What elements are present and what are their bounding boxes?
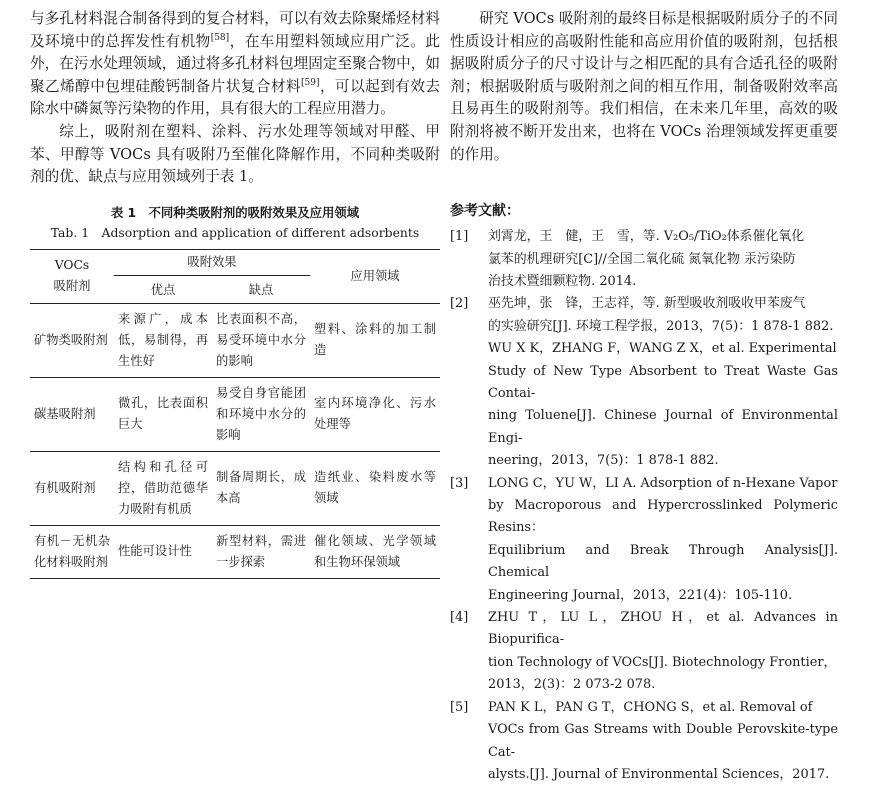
cell-cons: 易受自身官能团和环境中水分的影响 xyxy=(216,385,306,442)
header-effect: 吸附效果 xyxy=(114,249,310,275)
reference-item xyxy=(450,697,838,786)
reference-line: by Macroporous and Hypercrosslinked Polymeric Resins： xyxy=(488,498,838,536)
table-row xyxy=(30,451,440,525)
citation-59[interactable]: [59] xyxy=(301,77,320,88)
para-text: 与多孔材料混合制备得到的复合材料，可以有效去除聚烯烃材料及环境中的总挥发性有机物 xyxy=(30,10,440,50)
conclusion-paragraph: 研究 VOCs 吸附剂的最终目标是根据吸附质分子的不同性质设计相应的高吸附性能和高应用价值的吸附剂，包括根据吸附质分子的尺寸设计与之相匹配的具有合适孔径的吸附剂；根据吸附质与吸附剂之间的相互作用，制备吸附效率高且易再生的吸附剂等。我们相信，在未来几年里，高效的吸附剂将被不断开发出来，也将在 VOCs 治理领域发挥更重要的作用。 xyxy=(450,10,838,163)
reference-line: 的实验研究[J]. 环境工程学报，2013，7(5)：1 878-1 882. xyxy=(488,318,834,334)
reference-line: tion Technology of VOCs[J]. Biotechnology Frontier， xyxy=(488,654,837,670)
references-title: 参考文献： xyxy=(450,203,520,220)
citation-58[interactable]: [58] xyxy=(210,32,230,43)
table-row xyxy=(30,303,440,377)
cell-pros: 微孔，比表面积巨大 xyxy=(118,396,208,432)
reference-line: 2013，2(3)：2 073-2 078. xyxy=(488,677,656,693)
reference-line: ning Toluene[J]. Chinese Journal of Environmental Engi- xyxy=(488,408,838,446)
reference-line: 刘霄龙，王 健，王 雪，等. V₂O₅/TiO₂体系催化氧化 xyxy=(488,229,805,245)
cell-cons: 制备周期长，成本高 xyxy=(216,470,306,506)
reference-line: Study of New Type Absorbent to Treat Waste Gas Contai- xyxy=(488,363,838,401)
reference-line: Equilibrium and Break Through Analysis[J]. Chemical xyxy=(488,542,838,581)
references-list xyxy=(450,226,838,786)
cell-cons: 新型材料，需进一步探索 xyxy=(216,533,306,569)
reference-item xyxy=(450,473,838,607)
cell-pros: 性能可设计性 xyxy=(118,544,192,559)
cell-field: 催化领域、光学领域和生物环保领域 xyxy=(314,533,436,569)
adsorbent-table xyxy=(30,249,440,579)
body-paragraph-2: 综上，吸附剂在塑料、涂料、污水处理等领域对甲醛、甲苯、甲醇等 VOCs 具有吸附乃至催化降解作用，不同种类吸附剂的优、缺点与应用领域列于表 1。 xyxy=(30,122,440,186)
right-column xyxy=(450,8,838,786)
reference-item xyxy=(450,293,838,472)
reference-number: [1] xyxy=(450,229,469,245)
cell-field: 造纸业、染料废水等领域 xyxy=(314,470,436,506)
table-row xyxy=(30,525,440,578)
cell-pros: 来源广，成本低，易制得，再生性好 xyxy=(118,311,208,368)
table-row xyxy=(30,377,440,451)
reference-number: [2] xyxy=(450,296,469,312)
header-cons: 缺点 xyxy=(248,282,274,297)
cell-type: 矿物类吸附剂 xyxy=(34,332,108,347)
table-caption-en: Tab. 1 Adsorption and application of different adsorbents xyxy=(50,224,420,240)
reference-item xyxy=(450,607,838,697)
cell-type: 有机－无机杂化材料吸附剂 xyxy=(34,533,110,569)
body-paragraph-1 xyxy=(30,8,440,121)
reference-line: WU X K，ZHANG F，WANG Z X，et al. Experimental xyxy=(488,341,837,357)
reference-line: Engineering Journal，2013，221(4)：105-110. xyxy=(488,587,793,603)
reference-number: [3] xyxy=(450,475,469,491)
para-text: ，在车用塑料领域应用广泛。此外，在污水处理领域，通过将多孔材料包埋固定至聚合物中，如聚乙烯醇中包埋硅酸钙制备片状复合材料 xyxy=(30,32,440,95)
para-text: ，可以起到有效去除水中磷氮等污染物的作用，具有很大的工程应用潜力。 xyxy=(30,77,440,118)
reference-line: 氯苯的机理研究[C]//全国二氧化硫 氮氧化物 汞污染防 xyxy=(488,251,796,267)
header-pros: 优点 xyxy=(150,282,176,297)
cell-type: 碳基吸附剂 xyxy=(34,406,96,421)
reference-line: neering，2013，7(5)：1 878-1 882. xyxy=(488,453,719,469)
reference-line: 巫先坤，张 锋，王志祥，等. 新型吸收剂吸收甲苯废气 xyxy=(488,296,806,312)
header-field: 应用领域 xyxy=(350,268,400,283)
reference-item xyxy=(450,226,838,293)
reference-number: [5] xyxy=(450,699,469,715)
reference-line: alysts.[J]. Journal of Environmental Sciences，2017. xyxy=(488,766,830,782)
reference-number: [4] xyxy=(450,610,469,626)
left-column xyxy=(30,8,440,579)
cell-type: 有机吸附剂 xyxy=(34,480,96,495)
table-caption-cn: 表 1 不同种类吸附剂的吸附效果及应用领域 xyxy=(110,204,360,220)
reference-line: 治技术暨细颗粒物. 2014. xyxy=(488,273,637,289)
reference-line: LONG C，YU W，LI A. Adsorption of n-Hexane Vapor xyxy=(488,475,838,491)
reference-line: ZHU T，LU L，ZHOU H，et al. Advances in Biopurifica- xyxy=(488,610,838,648)
header-type: VOCs 吸附剂 xyxy=(53,258,91,294)
cell-cons: 比表面积不高，易受环境中水分的影响 xyxy=(216,311,306,368)
cell-pros: 结构和孔径可控，借助范德华力吸附有机质 xyxy=(118,459,208,516)
cell-field: 室内环境净化、污水处理等 xyxy=(314,396,436,432)
reference-line: PAN K L，PAN G T，CHONG S，et al. Removal of xyxy=(488,699,813,715)
reference-line: VOCs from Gas Streams with Double Perovskite-type Cat- xyxy=(488,722,838,760)
cell-field: 塑料、涂料的加工制造 xyxy=(314,322,436,358)
